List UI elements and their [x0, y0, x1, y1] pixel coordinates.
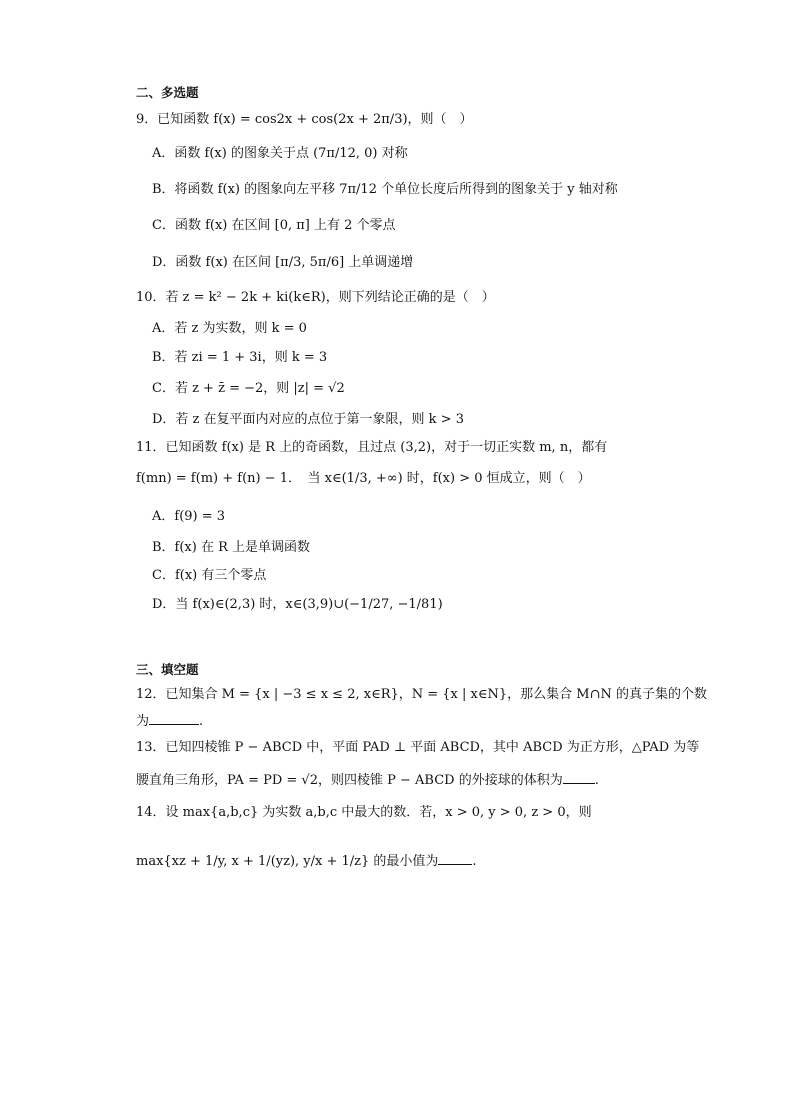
- question-14-line-2: [136, 852, 477, 870]
- question-9-stem: 9．已知函数 f(x) = cos2x + cos(2x + 2π/3)，则（ ）: [136, 112, 473, 127]
- question-14-answer-blank[interactable]: [438, 852, 472, 865]
- question-13-suffix: .: [594, 773, 599, 788]
- question-13-line-1: 13．已知四棱锥 P − ABCD 中，平面 PAD ⊥ 平面 ABCD，其中 ABCD 为正方形，△PAD 为等: [136, 740, 700, 755]
- question-13-prefix: 腰直角三角形，PA = PD = √2，则四棱锥 P − ABCD 的外接球的体积为: [136, 773, 563, 788]
- question-11-stem-line-1: 11．已知函数 f(x) 是 R 上的奇函数，且过点 (3,2)，对于一切正实数 m, n，都有: [136, 440, 608, 455]
- question-10-option-b: B．若 zi = 1 + 3i，则 k = 3: [152, 350, 328, 365]
- question-9-option-c: C．函数 f(x) 在区间 [0, π] 上有 2 个零点: [152, 218, 396, 233]
- question-9-option-b: B．将函数 f(x) 的图象向左平移 7π/12 个单位长度后所得到的图象关于 y 轴对称: [152, 182, 618, 197]
- question-9-option-d: D．函数 f(x) 在区间 [π/3, 5π/6] 上单调递增: [152, 255, 414, 270]
- section-title-fill-blank: 三、填空题: [136, 662, 199, 677]
- question-12-answer-blank[interactable]: [149, 712, 199, 725]
- question-11-option-a: A．f(9) = 3: [152, 509, 226, 524]
- question-12-line-2: [136, 712, 203, 730]
- question-11-option-d: D．当 f(x)∈(2,3) 时，x∈(3,9)∪(−1/27, −1/81): [152, 597, 443, 612]
- question-10-stem: 10．若 z = k² − 2k + ki(k∈R)，则下列结论正确的是（ ）: [136, 290, 495, 305]
- question-13-answer-blank[interactable]: [563, 771, 595, 784]
- question-14-prefix: max{xz + 1/y, x + 1/(yz), y/x + 1/z} 的最小值为: [136, 854, 439, 869]
- question-12-suffix: .: [199, 714, 204, 729]
- question-10-option-d: D．若 z 在复平面内对应的点位于第一象限，则 k > 3: [152, 412, 464, 427]
- question-10-option-a: A．若 z 为实数，则 k = 0: [152, 321, 307, 336]
- section-title-multi-choice: 二、多选题: [136, 85, 199, 100]
- question-11-stem-line-2: f(mn) = f(m) + f(n) − 1． 当 x∈(1/3, +∞) 时，f(x) > 0 恒成立，则（ ）: [136, 471, 591, 486]
- question-12-prefix: 为: [136, 714, 150, 729]
- question-11-option-c: C．f(x) 有三个零点: [152, 568, 267, 583]
- question-11-option-b: B．f(x) 在 R 上是单调函数: [152, 540, 311, 555]
- question-12-line-1: 12．已知集合 M = {x | −3 ≤ x ≤ 2, x∈R}，N = {x | x∈N}，那么集合 M∩N 的真子集的个数: [136, 687, 707, 702]
- question-13-line-2: [136, 771, 599, 789]
- question-10-option-c: C．若 z + z̄ = −2，则 |z| = √2: [152, 381, 345, 396]
- question-14-line-1: 14．设 max{a,b,c} 为实数 a,b,c 中最大的数．若，x > 0, y > 0, z > 0，则: [136, 805, 592, 820]
- question-9-option-a: A．函数 f(x) 的图象关于点 (7π/12, 0) 对称: [152, 146, 408, 161]
- question-14-suffix: .: [472, 854, 477, 869]
